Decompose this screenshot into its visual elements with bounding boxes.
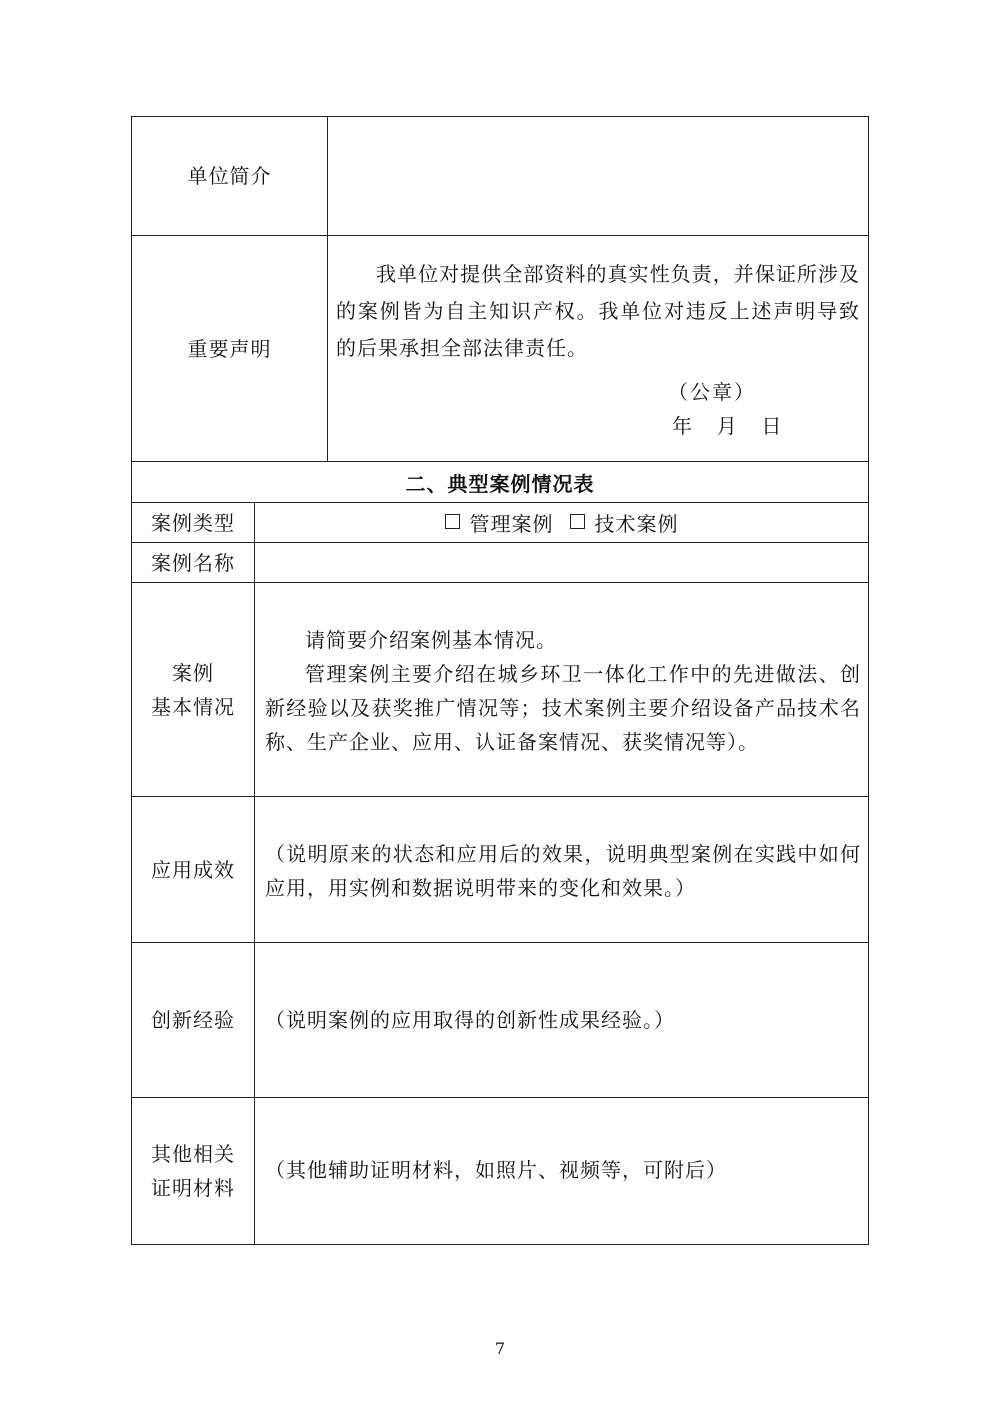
application-results-label-cell — [131, 796, 255, 943]
official-seal-mark: （公章） — [668, 380, 756, 404]
declaration-label: 重要声明 — [187, 336, 272, 361]
case-name-label-cell — [131, 542, 255, 583]
case-type-label-cell — [131, 502, 255, 543]
checkbox-management-case[interactable] — [445, 514, 460, 529]
case-basics-guidance: 管理案例主要介绍在城乡环卫一体化工作中的先进做法、创新经验以及获奖推广情况等；技术案例主要介绍设备产品技术名称、生产企业、应用、认证备案情况、获奖情况等）。 — [265, 662, 861, 754]
org-profile-content-cell[interactable] — [327, 116, 869, 236]
declaration-text: 我单位对提供全部资料的真实性负责，并保证所涉及的案例皆为自主知识产权。我单位对违反上述声明导致的后果承担全部法律责任。 — [336, 262, 860, 360]
innovation-label-cell — [131, 942, 255, 1098]
case-name-field[interactable] — [254, 542, 869, 583]
page-number: 7 — [494, 1339, 506, 1358]
declaration-label-cell — [131, 235, 328, 462]
case-basics-label-cell — [131, 582, 255, 797]
innovation-content-cell — [254, 942, 869, 1098]
case-type-options-cell — [254, 502, 869, 543]
option-management-case-label: 管理案例 — [469, 512, 554, 536]
case-basics-intro: 请简要介绍案例基本情况。 — [305, 628, 557, 652]
case-type-label: 案例类型 — [151, 510, 235, 535]
org-profile-label-cell — [131, 116, 328, 236]
other-materials-label-line1: 其他相关 — [151, 1142, 235, 1166]
application-results-label: 应用成效 — [151, 857, 235, 882]
innovation-text: （说明案例的应用取得的创新性成果经验。） — [265, 1008, 675, 1032]
checkbox-technical-case[interactable] — [570, 514, 585, 529]
other-materials-text: （其他辅助证明材料，如照片、视频等，可附后） — [265, 1158, 727, 1182]
case-basics-label-line2: 基本情况 — [151, 694, 235, 719]
other-materials-content-cell — [254, 1097, 869, 1245]
case-name-label: 案例名称 — [151, 550, 235, 575]
declaration-date: 年 月 日 — [672, 414, 786, 438]
other-materials-label-cell — [131, 1097, 255, 1245]
option-technical-case-label: 技术案例 — [594, 512, 679, 536]
case-basics-label-line1: 案例 — [172, 660, 214, 685]
section-title-cell — [131, 461, 869, 503]
case-basics-content-cell — [254, 582, 869, 797]
application-results-content-cell — [254, 796, 869, 943]
other-materials-label-line2: 证明材料 — [151, 1176, 235, 1200]
org-profile-label: 单位简介 — [187, 164, 272, 188]
application-results-text: （说明原来的状态和应用后的效果，说明典型案例在实践中如何应用，用实例和数据说明带来的变化和效果。） — [265, 842, 861, 900]
declaration-content-cell — [327, 235, 869, 462]
innovation-label: 创新经验 — [151, 1008, 235, 1032]
section-title: 二、典型案例情况表 — [405, 471, 595, 496]
